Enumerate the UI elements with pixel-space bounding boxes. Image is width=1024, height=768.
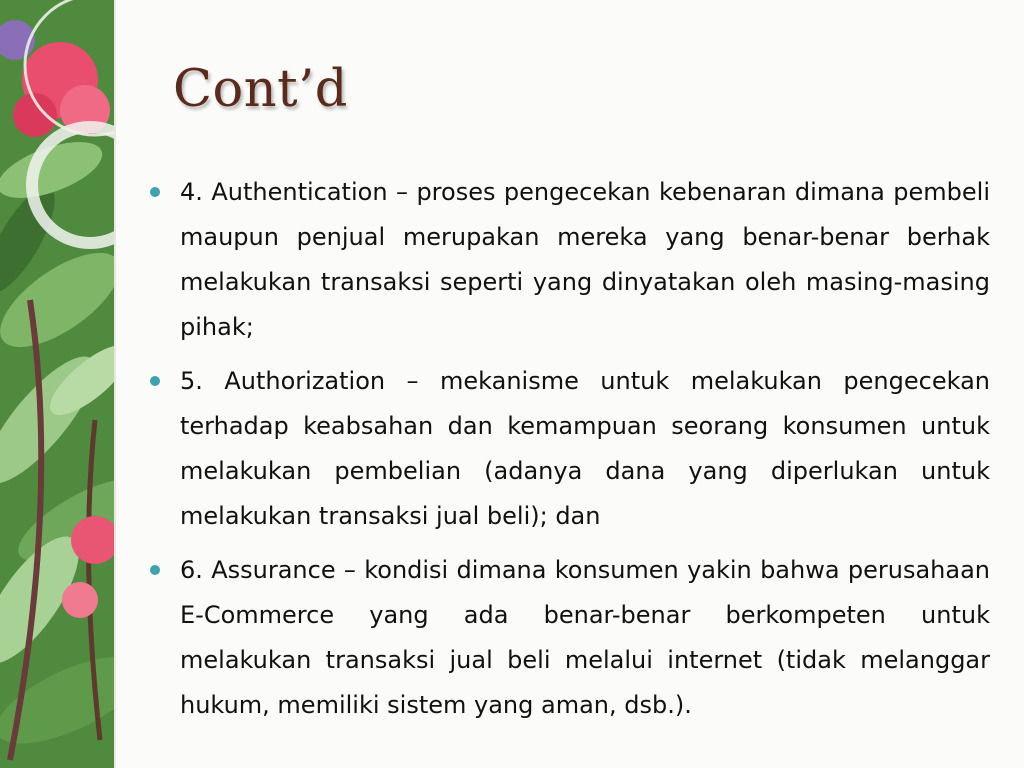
bullet-item — [148, 548, 990, 728]
side-divider — [114, 0, 116, 768]
floral-side-image — [0, 0, 114, 768]
bullet-text: 4. Authentication – proses pengecekan kebenaran dimana pembeli maupun penjual merupakan mereka yang benar-benar berhak melakukan transaksi seperti yang dinyatakan oleh masing-masing pihak; — [180, 178, 990, 341]
bullet-dot-icon — [150, 565, 160, 575]
bullet-dot-icon — [150, 376, 160, 386]
bullet-list — [148, 170, 990, 737]
bullet-text: 5. Authorization – mekanisme untuk melakukan pengecekan terhadap keabsahan dan kemampuan seorang konsumen untuk melakukan pembelian (adanya dana yang diperlukan untuk melakukan transaksi jual beli); dan — [180, 367, 990, 530]
slide-title: Cont’d — [173, 60, 348, 119]
bullet-item — [148, 170, 990, 350]
bullet-item — [148, 359, 990, 539]
floral-illustration — [0, 0, 114, 768]
bullet-text: 6. Assurance – kondisi dimana konsumen yakin bahwa perusahaan E-Commerce yang ada benar-benar berkompeten untuk melakukan transaksi jual beli melalui internet (tidak melanggar hukum, memiliki sistem yang aman, dsb.). — [180, 556, 990, 719]
bullet-dot-icon — [150, 187, 160, 197]
